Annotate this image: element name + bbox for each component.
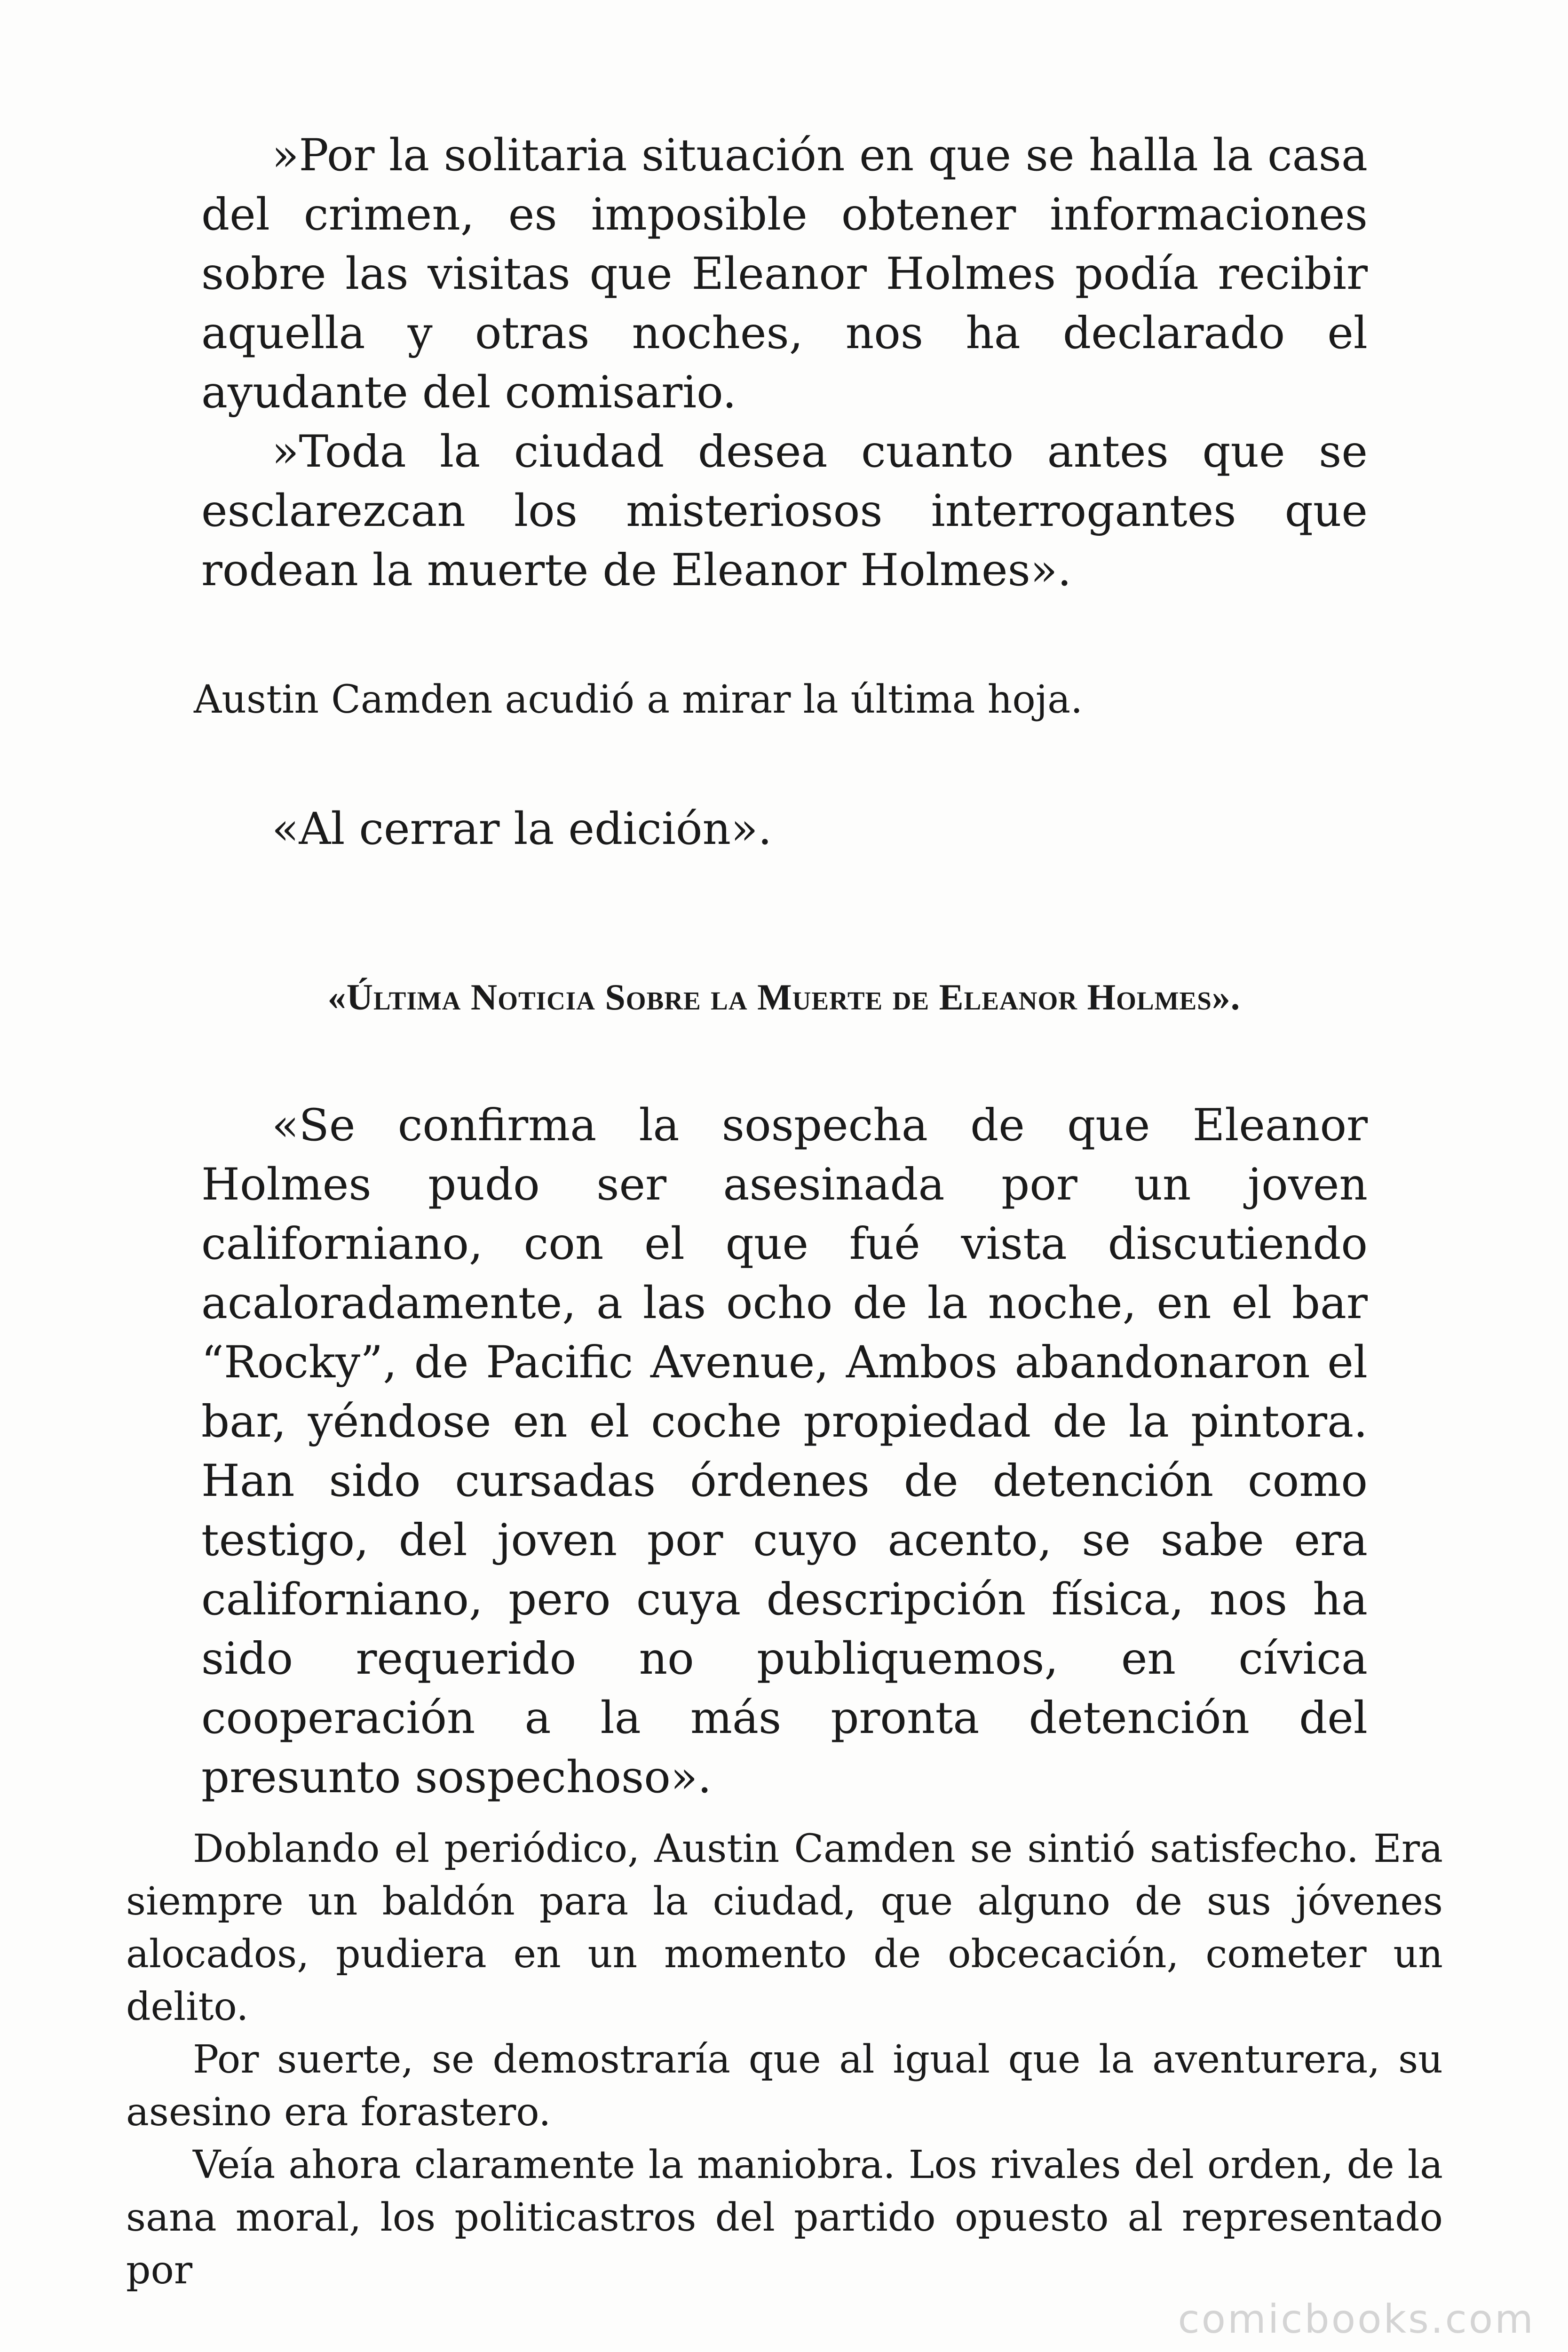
newspaper-quote-bottom xyxy=(201,1096,1368,1807)
narrative-body xyxy=(126,1823,1443,2297)
quote-paragraph: «Se confirma la sospecha de que Eleanor Holmes pudo ser asesinada por un joven californiano, con el que fué vista discutiendo acaloradamente, a las ocho de la noche, en el bar “Rocky”, de Pacific Avenue, Ambos abandonaron el bar, yéndose en el coche propiedad de la pintora. Han sido cursadas órdenes de detención como testigo, del joven por cuyo acento, se sabe era californiano, pero cuya descripción física, nos ha sido requerido no publiquemos, en cívica cooperación a la más pronta detención del presunto sospechoso». xyxy=(201,1100,1368,1803)
quote-paragraph: »Toda la ciudad desea cuanto antes que se esclarezcan los misteriosos interrogantes que rodean la muerte de Eleanor Holmes». xyxy=(201,426,1368,596)
narration-line: Austin Camden acudió a mirar la última hoja. xyxy=(194,677,1083,722)
body-paragraph: Por suerte, se demostraría que al igual que la aventurera, su asesino era forastero. xyxy=(126,2037,1443,2135)
edition-line: «Al cerrar la edición». xyxy=(272,803,772,855)
quote-paragraph: »Por la solitaria situación en que se halla la casa del crimen, es imposible obtener informaciones sobre las visitas que Eleanor Holmes podía recibir aquella y otras noches, nos ha declarado el ayudante del comisario. xyxy=(201,130,1368,418)
body-paragraph: Doblando el periódico, Austin Camden se sintió satisfecho. Era siempre un baldón para la ciudad, que alguno de sus jóvenes alocados, pudiera en un momento de obcecación, cometer un delito. xyxy=(126,1827,1443,2029)
body-paragraph: Veía ahora claramente la maniobra. Los rivales del orden, de la sana moral, los politicastros del partido opuesto al representado por xyxy=(126,2143,1443,2293)
watermark: comicbooks.com xyxy=(1178,2296,1535,2342)
news-headline: «Última Noticia Sobre la Muerte de Eleanor Holmes». xyxy=(327,977,1241,1017)
newspaper-quote-top xyxy=(201,126,1368,600)
